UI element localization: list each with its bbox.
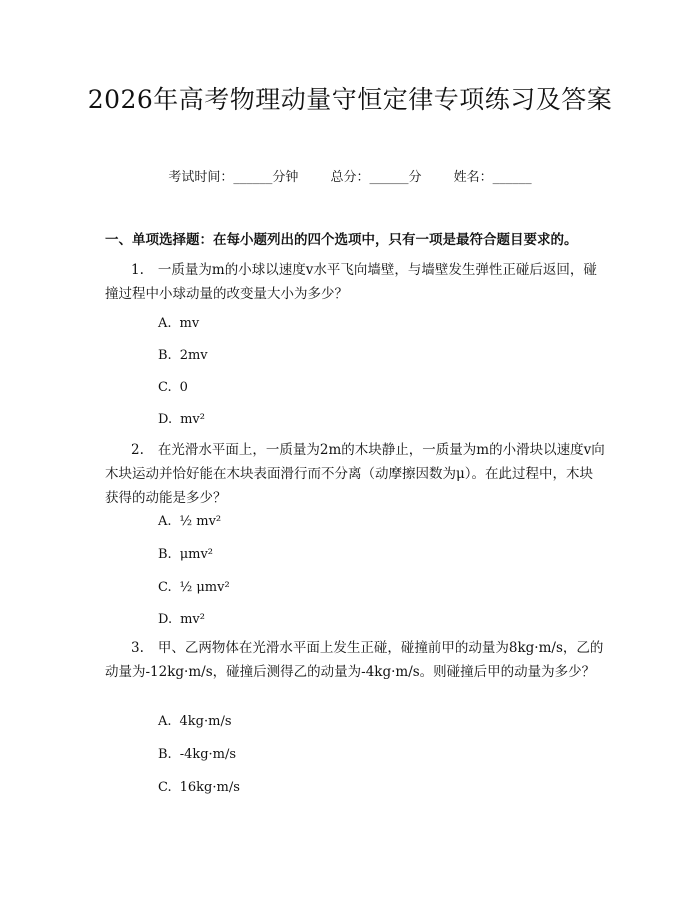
- option-label: C.: [158, 780, 172, 795]
- question-2-option-a: [158, 512, 221, 532]
- option-text: -4kg·m/s: [179, 747, 237, 762]
- question-3: [105, 636, 605, 684]
- option-label: B.: [158, 547, 172, 562]
- question-text: 一质量为m的小球以速度v水平飞向墙壁，与墙壁发生弹性正碰后返回，碰撞过程中小球动量的改变量大小为多少？: [105, 262, 597, 302]
- option-text: mv²: [180, 412, 205, 427]
- option-text: ½ μmv²: [179, 580, 230, 595]
- option-label: B.: [158, 747, 172, 762]
- question-2: [105, 438, 605, 510]
- question-1-option-b: [158, 346, 208, 366]
- question-1-option-a: [158, 314, 199, 334]
- option-text: μmv²: [179, 547, 214, 562]
- section-heading: 一、单项选择题：在每小题列出的四个选项中，只有一项是最符合题目要求的。: [105, 232, 578, 248]
- option-label: C.: [158, 380, 172, 395]
- option-label: B.: [158, 348, 172, 363]
- question-1: [105, 258, 605, 306]
- question-2-option-d: [158, 610, 205, 630]
- option-label: D.: [158, 412, 173, 427]
- question-number: 1.: [131, 262, 144, 278]
- option-label: A.: [158, 316, 172, 331]
- option-text: 4kg·m/s: [179, 714, 232, 729]
- option-text: ½ mv²: [179, 514, 222, 529]
- option-text: mv: [179, 316, 200, 331]
- exam-meta: [0, 168, 700, 188]
- option-label: C.: [158, 580, 172, 595]
- question-3-option-a: [158, 712, 232, 732]
- option-text: 16kg·m/s: [179, 780, 240, 795]
- total-score-field: 总分：______分: [330, 170, 422, 185]
- question-1-option-c: [158, 378, 188, 398]
- option-text: 0: [179, 380, 188, 395]
- question-text: 甲、乙两物体在光滑水平面上发生正碰，碰撞前甲的动量为8kg·m/s，乙的动量为-12kg·m/s，碰撞后测得乙的动量为-4kg·m/s。则碰撞后甲的动量为多少？: [105, 640, 604, 680]
- exam-time-field: 考试时间：______分钟: [168, 170, 299, 185]
- option-label: D.: [158, 612, 173, 627]
- option-text: 2mv: [179, 348, 208, 363]
- option-label: A.: [158, 714, 172, 729]
- question-number: 2.: [131, 442, 144, 458]
- option-label: A.: [158, 514, 172, 529]
- question-number: 3.: [131, 640, 144, 656]
- question-2-option-b: [158, 545, 213, 565]
- student-name-field: 姓名：______: [453, 170, 532, 185]
- question-3-option-c: [158, 778, 240, 798]
- question-text: 在光滑水平面上，一质量为2m的木块静止，一质量为m的小滑块以速度v向木块运动并恰好能在木块表面滑行而不分离（动摩擦因数为μ）。在此过程中，木块获得的动能是多少？: [105, 442, 605, 506]
- question-3-option-b: [158, 745, 236, 765]
- question-2-option-c: [158, 578, 230, 598]
- option-text: mv²: [180, 612, 205, 627]
- question-1-option-d: [158, 410, 205, 430]
- page-title: 2026年高考物理动量守恒定律专项练习及答案: [87, 85, 613, 114]
